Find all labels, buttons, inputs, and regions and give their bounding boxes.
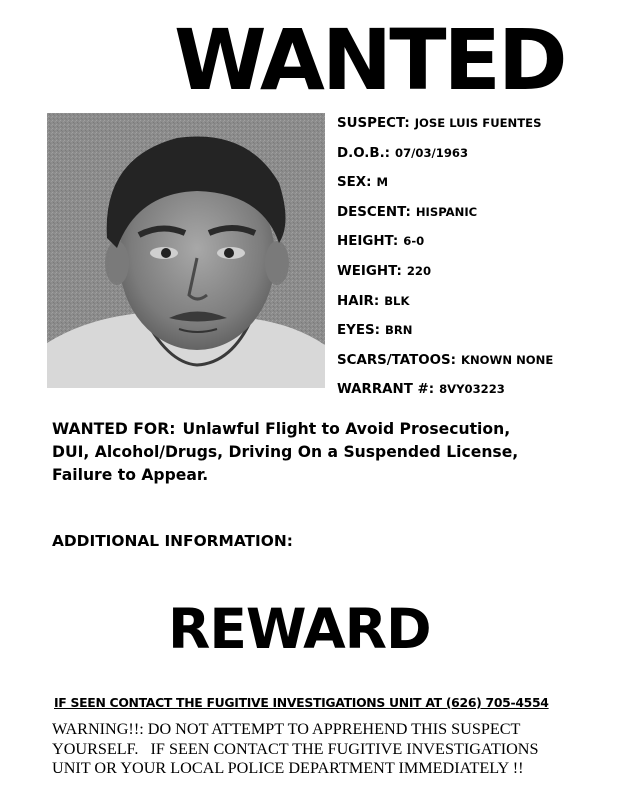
wanted-for-label: WANTED FOR:	[52, 420, 176, 438]
warning-line: YOURSELF. IF SEEN CONTACT THE FUGITIVE INVESTIGATIONS	[52, 739, 539, 758]
detail-scars-tattoos: SCARS/TATOOS: KNOWN NONE	[337, 352, 554, 368]
poster-title: WANTED	[174, 11, 565, 109]
additional-information-label: ADDITIONAL INFORMATION:	[52, 532, 293, 550]
wanted-for-section	[52, 418, 542, 487]
warning-notice	[52, 720, 572, 779]
detail-descent: DESCENT: HISPANIC	[337, 204, 478, 220]
detail-sex: SEX: M	[337, 175, 389, 191]
suspect-photo	[47, 113, 325, 388]
detail-warrant: WARRANT #: 8VY03223	[337, 382, 505, 398]
contact-line: IF SEEN CONTACT THE FUGITIVE INVESTIGATIONS UNIT AT (626) 705-4554	[54, 695, 549, 710]
detail-eyes: EYES: BRN	[337, 323, 413, 339]
mugshot-image	[47, 113, 325, 388]
reward-heading: REWARD	[168, 597, 431, 661]
detail-height: HEIGHT: 6-0	[337, 234, 425, 250]
detail-weight: WEIGHT: 220	[337, 263, 432, 279]
detail-dob: D.O.B.: 07/03/1963	[337, 145, 469, 161]
detail-suspect: SUSPECT: JOSE LUIS FUENTES	[337, 116, 542, 131]
warning-line: WARNING!!: DO NOT ATTEMPT TO APPREHEND THIS SUSPECT	[52, 720, 521, 738]
wanted-for-charges: Unlawful Flight to Avoid Prosecution, DUI, Alcohol/Drugs, Driving On a Suspended License, Failure to Appear.	[52, 420, 519, 484]
suspect-details	[337, 108, 607, 404]
detail-hair: HAIR: BLK	[337, 293, 410, 309]
warning-line: UNIT OR YOUR LOCAL POLICE DEPARTMENT IMMEDIATELY !!	[52, 759, 524, 777]
